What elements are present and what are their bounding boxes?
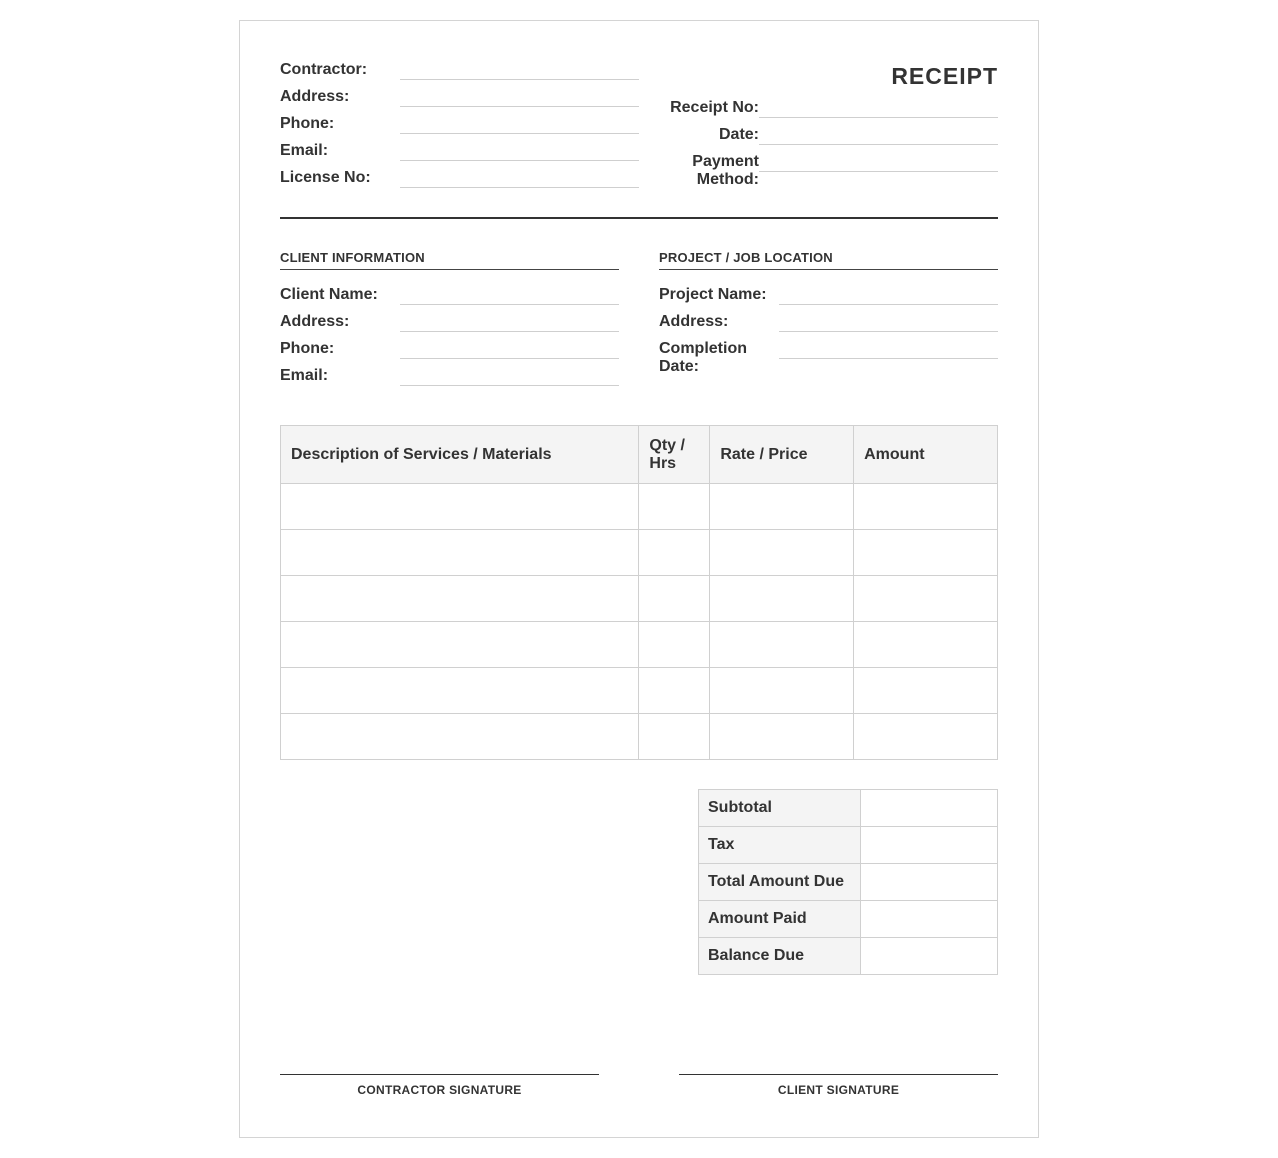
license-no-field[interactable] — [400, 187, 639, 188]
items-table — [280, 425, 998, 760]
receipt-title: RECEIPT — [891, 63, 998, 89]
payment-method-label-line2: Method: — [696, 171, 759, 188]
tax-row — [699, 827, 998, 864]
client-email-field[interactable] — [400, 385, 619, 386]
client-signature-line[interactable] — [679, 1074, 998, 1075]
client-address-field[interactable] — [400, 331, 619, 332]
rate-cell[interactable] — [710, 484, 854, 530]
amount-paid-value[interactable] — [861, 901, 998, 938]
totals-table — [698, 789, 998, 975]
client-signature-label: CLIENT SIGNATURE — [777, 1083, 900, 1097]
date-field[interactable] — [759, 144, 998, 145]
qty-cell[interactable] — [639, 714, 710, 760]
tax-value[interactable] — [861, 827, 998, 864]
completion-date-field[interactable] — [779, 358, 998, 359]
date-label: Date: — [718, 126, 759, 143]
receipt-no-label: Receipt No: — [670, 99, 759, 116]
contractor-email-label: Email: — [280, 142, 329, 159]
description-cell[interactable] — [281, 530, 639, 576]
table-row — [281, 530, 998, 576]
header-divider — [280, 217, 998, 219]
payment-method-label-line1: Payment — [692, 153, 759, 170]
client-address-label: Address: — [280, 313, 350, 330]
client-phone-label: Phone: — [280, 340, 335, 357]
client-phone-field[interactable] — [400, 358, 619, 359]
description-cell[interactable] — [281, 668, 639, 714]
qty-cell[interactable] — [639, 668, 710, 714]
payment-method-field[interactable] — [759, 171, 998, 172]
receipt-no-field[interactable] — [759, 117, 998, 118]
contractor-phone-label: Phone: — [280, 115, 335, 132]
license-no-label: License No: — [280, 169, 371, 186]
table-row — [281, 484, 998, 530]
project-location-heading: PROJECT / JOB LOCATION — [659, 250, 833, 265]
completion-date-label-line2: Date: — [659, 358, 700, 375]
total-amount-due-row — [699, 864, 998, 901]
description-cell[interactable] — [281, 576, 639, 622]
rate-cell[interactable] — [710, 576, 854, 622]
description-cell[interactable] — [281, 714, 639, 760]
balance-due-label: Balance Due — [699, 938, 861, 975]
description-cell[interactable] — [281, 484, 639, 530]
description-cell[interactable] — [281, 622, 639, 668]
amount-cell[interactable] — [854, 668, 998, 714]
amount-cell[interactable] — [854, 484, 998, 530]
client-name-field[interactable] — [400, 304, 619, 305]
rate-cell[interactable] — [710, 714, 854, 760]
balance-due-value[interactable] — [861, 938, 998, 975]
qty-cell[interactable] — [639, 576, 710, 622]
project-address-field[interactable] — [779, 331, 998, 332]
contractor-signature-line[interactable] — [280, 1074, 599, 1075]
contractor-email-field[interactable] — [400, 160, 639, 161]
subtotal-value[interactable] — [861, 790, 998, 827]
qty-cell[interactable] — [639, 530, 710, 576]
client-name-label: Client Name: — [280, 286, 378, 303]
amount-header: Amount — [854, 426, 998, 484]
subtotal-label: Subtotal — [699, 790, 861, 827]
completion-date-label-line1: Completion — [659, 340, 747, 357]
subtotal-row — [699, 790, 998, 827]
contractor-signature-label: CONTRACTOR SIGNATURE — [357, 1083, 522, 1097]
tax-label: Tax — [699, 827, 861, 864]
table-row — [281, 714, 998, 760]
project-address-label: Address: — [659, 313, 729, 330]
contractor-field[interactable] — [400, 79, 639, 80]
rate-cell[interactable] — [710, 530, 854, 576]
contractor-address-field[interactable] — [400, 106, 639, 107]
client-email-label: Email: — [280, 367, 329, 384]
amount-paid-row — [699, 901, 998, 938]
project-name-label: Project Name: — [659, 286, 767, 303]
description-header: Description of Services / Materials — [281, 426, 639, 484]
total-amount-due-label: Total Amount Due — [699, 864, 861, 901]
contractor-phone-field[interactable] — [400, 133, 639, 134]
total-amount-due-value[interactable] — [861, 864, 998, 901]
project-name-field[interactable] — [779, 304, 998, 305]
qty-header-line2: Hrs — [649, 454, 677, 472]
contractor-address-label: Address: — [280, 88, 350, 105]
table-row — [281, 668, 998, 714]
client-info-heading: CLIENT INFORMATION — [280, 250, 425, 265]
qty-cell[interactable] — [639, 622, 710, 668]
project-location-rule — [659, 269, 998, 270]
amount-cell[interactable] — [854, 714, 998, 760]
qty-cell[interactable] — [639, 484, 710, 530]
rate-price-header: Rate / Price — [710, 426, 854, 484]
qty-header-line1: Qty / — [649, 436, 685, 454]
contractor-label: Contractor: — [280, 61, 368, 78]
client-info-rule — [280, 269, 619, 270]
rate-cell[interactable] — [710, 668, 854, 714]
table-row — [281, 622, 998, 668]
qty-hrs-header — [639, 426, 710, 484]
items-header-row — [281, 426, 998, 484]
table-row — [281, 576, 998, 622]
rate-cell[interactable] — [710, 622, 854, 668]
balance-due-row — [699, 938, 998, 975]
amount-cell[interactable] — [854, 530, 998, 576]
amount-paid-label: Amount Paid — [699, 901, 861, 938]
amount-cell[interactable] — [854, 622, 998, 668]
receipt-page — [239, 20, 1039, 1138]
amount-cell[interactable] — [854, 576, 998, 622]
